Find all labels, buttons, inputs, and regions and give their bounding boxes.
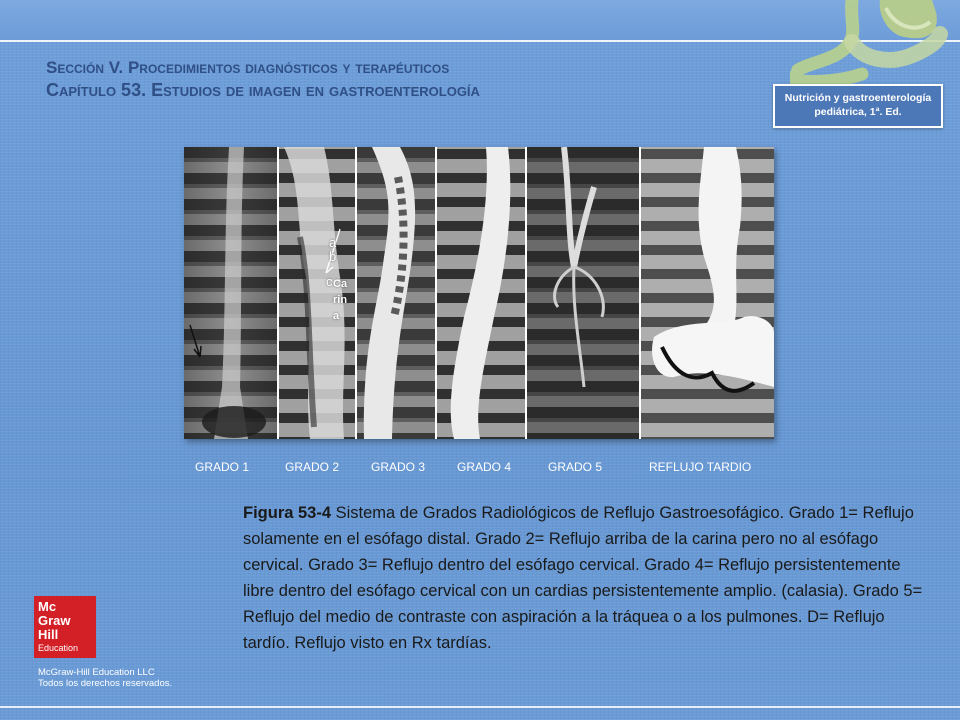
- book-title-line1: Nutrición y gastroenterología: [784, 92, 932, 105]
- figure-caption: [243, 500, 923, 656]
- xray-grade-4: [436, 147, 526, 439]
- annotation-b: b: [329, 249, 337, 264]
- chapter-title: Capítulo 53. Estudios de imagen en gastroenterología: [46, 80, 480, 100]
- book-title-box: [773, 84, 943, 128]
- grade-label-late: REFLUJO TARDIO: [649, 460, 752, 474]
- xray-grade-5: [526, 147, 640, 439]
- logo-line-graw: Graw: [38, 613, 71, 628]
- xray-late-reflux: [640, 147, 774, 439]
- grade-label-1: GRADO 1: [195, 460, 250, 474]
- annotation-a: a: [329, 235, 337, 250]
- caption-text: Sistema de Grados Radiológicos de Reflujo Gastroesofágico. Grado 1= Reflujo solamente en el esófago distal. Grado 2= Reflujo arriba de la carina pero no al esófago cervical. Grado 3= Reflujo dentro del esófago cervical. Grado 4= Reflujo persistentemente libre dentro del esófago cervical con un cardias persistentemente amplio. (calasia). Grado 5= Reflujo del medio de contraste con aspiración a la tráquea o a los pulmones. D= Reflujo tardío. Reflujo visto en Rx tardías.: [243, 504, 923, 652]
- logo-line-mc: Mc: [38, 599, 57, 614]
- rights-text: Todos los derechos reservados.: [38, 678, 173, 689]
- footer-divider: [0, 706, 960, 708]
- annotation-carina: Ca rin a: [333, 278, 348, 322]
- grade-label-2: GRADO 2: [285, 460, 340, 474]
- xray-grade-3: [356, 147, 436, 439]
- stomach-illustration-icon: [790, 0, 960, 95]
- section-title: Sección V. Procedimientos diagnósticos y terapéuticos: [46, 58, 450, 77]
- grade-label-3: GRADO 3: [371, 460, 426, 474]
- figure-label: Figura 53-4: [243, 504, 332, 522]
- mcgraw-hill-logo: [34, 596, 96, 658]
- grade-label-5: GRADO 5: [548, 460, 603, 474]
- annotation-c: c: [326, 274, 333, 289]
- logo-line-education: Education: [38, 643, 79, 653]
- company-name: McGraw-Hill Education LLC: [38, 667, 155, 678]
- logo-line-hill: Hill: [38, 627, 59, 642]
- grade-label-4: GRADO 4: [457, 460, 512, 474]
- book-title-line2: pediátrica, 1ª. Ed.: [814, 106, 902, 118]
- xray-figure: [184, 147, 774, 439]
- copyright-notice: [38, 667, 172, 689]
- xray-grade-1: [184, 147, 278, 439]
